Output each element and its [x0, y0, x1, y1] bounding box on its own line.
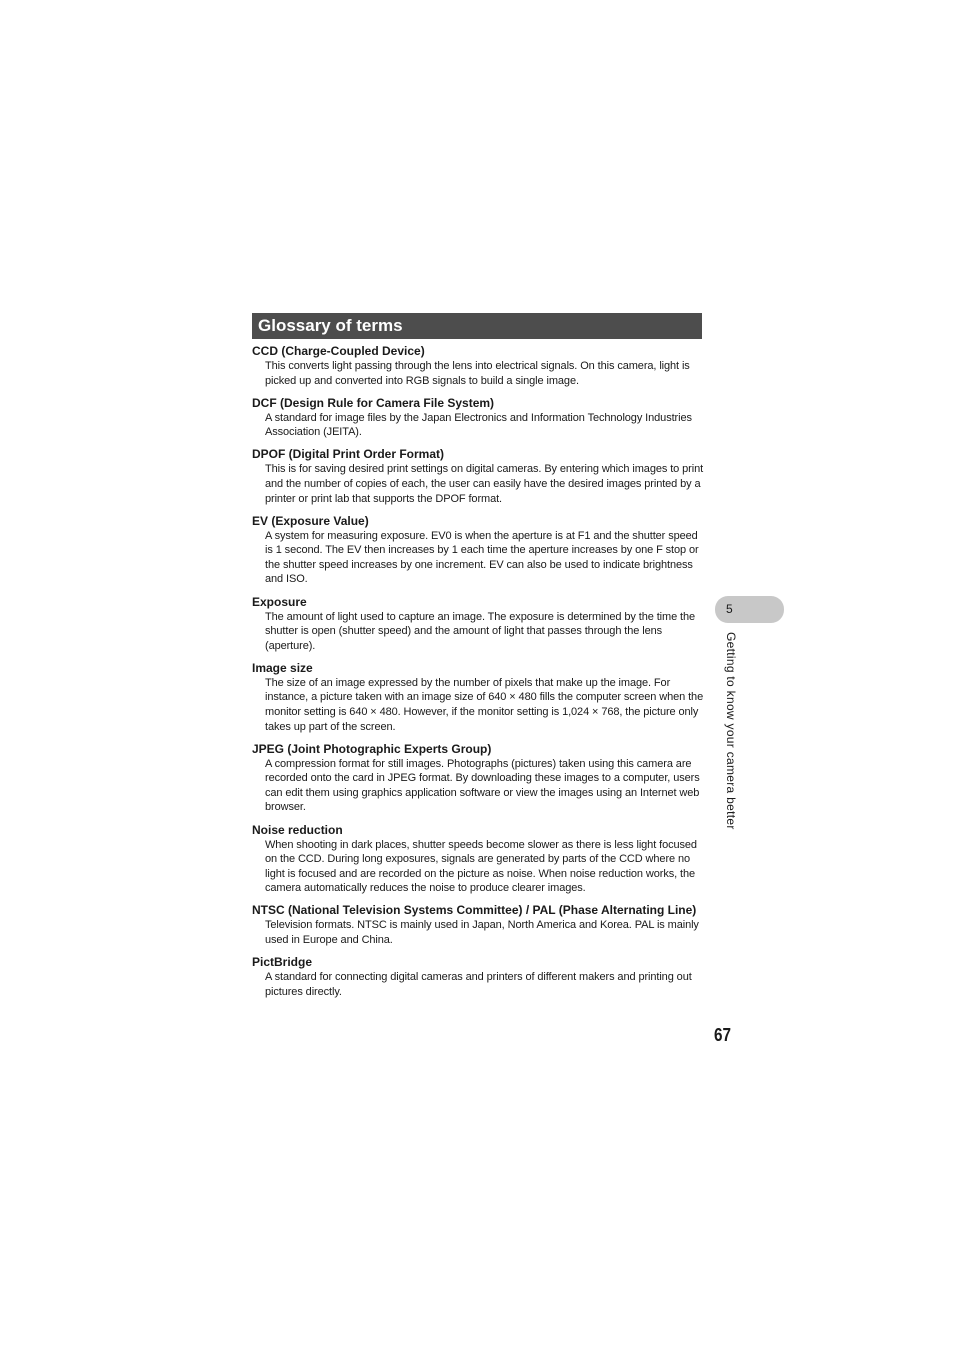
page-number: 67	[714, 1025, 732, 1045]
glossary-term: Exposure	[252, 594, 307, 609]
chapter-label: Getting to know your camera better	[724, 632, 738, 830]
glossary-definition: This is for saving desired print settings on digital cameras. By entering which images to print and the number of copies of each, the user can easily have the desired images printed by a printer or print lab that supports the DPOF format.	[265, 463, 704, 505]
glossary-definition: A compression format for still images. Photographs (pictures) taken using this camera are recorded onto the card in JPEG format. By downloading these images to a computer, users can edit them using graphics application software or view the images using an Internet web browser.	[265, 757, 700, 814]
glossary-term: DCF (Design Rule for Camera File System)	[252, 395, 495, 410]
glossary-definition: This converts light passing through the lens into electrical signals. On this camera, light is picked up and converted into RGB signals to build a single image.	[265, 360, 690, 387]
glossary-entry	[252, 954, 704, 999]
glossary-definition: Television formats. NTSC is mainly used in Japan, North America and Korea. PAL is mainly used in Europe and China.	[265, 919, 699, 947]
glossary-definition: A system for measuring exposure. EV0 is when the aperture is at F1 and the shutter speed is 1 second. The EV then increases by 1 each time the aperture increases by one F stop or the shutter speed increases by one increment. EV can also be used to indicate brightness and ISO.	[265, 529, 699, 586]
glossary-entry	[252, 395, 704, 440]
glossary-term: EV (Exposure Value)	[252, 513, 369, 528]
glossary-definition: The amount of light used to capture an image. The exposure is determined by the time the shutter is open (shutter speed) and the amount of light that passes through the lens (aperture).	[265, 610, 696, 652]
glossary-entry	[252, 902, 704, 947]
chapter-tab	[715, 596, 784, 623]
glossary-entry	[252, 741, 704, 815]
glossary-term: JPEG (Joint Photographic Experts Group)	[252, 741, 492, 756]
glossary-term: DPOF (Digital Print Order Format)	[252, 447, 445, 462]
glossary-term: NTSC (National Television Systems Committee) / PAL (Phase Alternating Line)	[252, 903, 697, 918]
glossary-entry	[252, 822, 704, 896]
glossary-list	[252, 343, 704, 1006]
glossary-entry	[252, 513, 704, 587]
chapter-number: 5	[726, 602, 733, 616]
glossary-term: PictBridge	[252, 955, 313, 970]
glossary-term: Noise reduction	[252, 822, 343, 837]
page-title: Glossary of terms	[258, 316, 403, 335]
glossary-definition: When shooting in dark places, shutter speeds become slower as there is less light focused on the CCD. During long exposures, signals are generated by parts of the CCD where no light is focused and are recorded on the picture as noise. When noise reduction works, the camera automatically reduces the noise to produce clearer images.	[265, 838, 697, 895]
glossary-term: Image size	[252, 660, 313, 675]
glossary-definition: A standard for image files by the Japan Electronics and Information Technology Industries Association (JEITA).	[265, 411, 692, 439]
glossary-term: CCD (Charge-Coupled Device)	[252, 344, 425, 358]
glossary-entry	[252, 446, 704, 506]
glossary-entry	[252, 660, 704, 734]
glossary-definition: A standard for connecting digital cameras and printers of different makers and printing out pictures directly.	[265, 971, 692, 998]
section-title-bar	[252, 313, 702, 339]
glossary-definition: The size of an image expressed by the number of pixels that make up the image. For instance, a picture taken with an image size of 640 × 480 fills the computer screen when the monitor setting is 640 × 480. However, if the monitor setting is 1,024 × 768, the picture only takes up part of the screen.	[265, 676, 704, 733]
glossary-entry	[252, 343, 704, 388]
glossary-entry	[252, 594, 704, 654]
